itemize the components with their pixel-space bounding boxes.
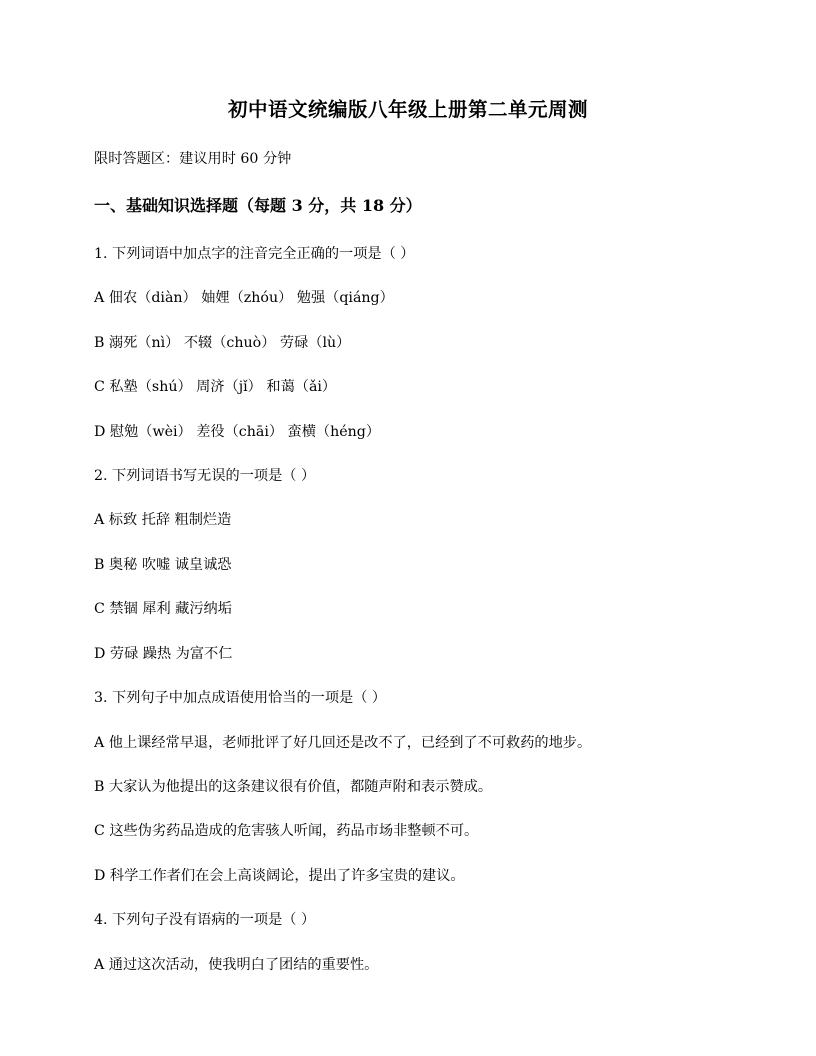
question-2-option-c: C 禁锢 犀利 藏污纳垢	[94, 601, 232, 617]
question-1-option-c: C 私塾（shú） 周济（jǐ） 和蔼（ǎi）	[94, 379, 337, 395]
page-title: 初中语文统编版八年级上册第二单元周测	[227, 98, 588, 121]
question-3-option-d: D 科学工作者们在会上高谈阔论，提出了许多宝贵的建议。	[94, 868, 465, 884]
question-2-option-d: D 劳碌 躁热 为富不仁	[94, 646, 233, 662]
question-1-stem: 1. 下列词语中加点字的注音完全正确的一项是（ ）	[94, 246, 415, 262]
question-3-option-a: A 他上课经常早退，老师批评了好几回还是改不了，已经到了不可救药的地步。	[94, 735, 592, 751]
question-2-option-b: B 奥秘 吹嘘 诚皇诚恐	[94, 557, 232, 573]
question-1-option-b: B 溺死（nì） 不辍（chuò） 劳碌（lù）	[94, 335, 351, 351]
question-4-stem: 4. 下列句子没有语病的一项是（ ）	[94, 912, 316, 928]
question-1-option-d: D 慰勉（wèi） 差役（chāi） 蛮横（héng）	[94, 424, 381, 440]
question-4-option-a: A 通过这次活动，使我明白了团结的重要性。	[94, 957, 379, 973]
question-3-option-b: B 大家认为他提出的这条建议很有价值，都随声附和表示赞成。	[94, 779, 493, 795]
section-heading: 一、基础知识选择题（每题 3 分，共 18 分）	[94, 196, 422, 215]
question-1-option-a: A 佃农（diàn） 妯娌（zhóu） 勉强（qiáng）	[94, 290, 394, 306]
question-2-stem: 2. 下列词语书写无误的一项是（ ）	[94, 468, 316, 484]
question-3-stem: 3. 下列句子中加点成语使用恰当的一项是（ ）	[94, 690, 387, 706]
question-2-option-a: A 标致 托辞 粗制烂造	[94, 512, 232, 528]
time-note: 限时答题区：建议用时 60 分钟	[94, 151, 292, 167]
question-3-option-c: C 这些伪劣药品造成的危害骇人听闻，药品市场非整顿不可。	[94, 823, 479, 839]
